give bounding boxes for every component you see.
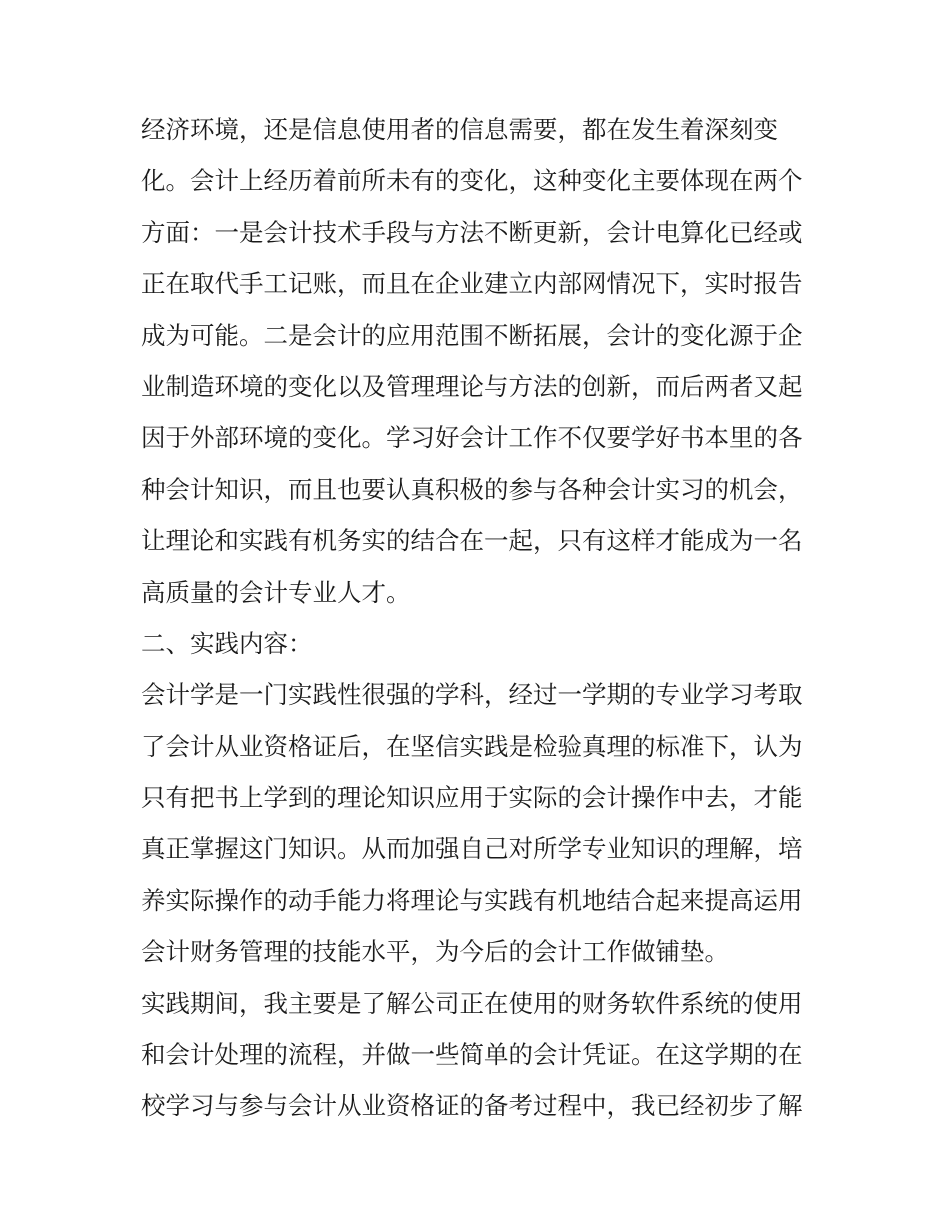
text-line: 让理论和实践有机务实的结合在一起，只有这样才能成为一名 — [141, 526, 803, 556]
text-line: 和会计处理的流程，并做一些简单的会计凭证。在这学期的在 — [141, 1040, 803, 1070]
text-line: 真正掌握这门知识。从而加强自己对所学专业知识的理解，培 — [141, 834, 803, 864]
section-heading: 二、实践内容： — [141, 628, 313, 658]
text-line: 因于外部环境的变化。学习好会计工作不仅要学好书本里的各 — [141, 423, 803, 453]
text-line: 了会计从业资格证后，在坚信实践是检验真理的标准下，认为 — [141, 731, 803, 761]
text-line: 经济环境，还是信息使用者的信息需要，都在发生着深刻变 — [141, 115, 778, 144]
text-line: 方面：一是会计技术手段与方法不断更新，会计电算化已经或 — [141, 217, 803, 247]
text-line: 正在取代手工记账，而且在企业建立内部网情况下，实时报告 — [141, 269, 803, 299]
text-line: 养实际操作的动手能力将理论与实践有机地结合起来提高运用 — [141, 885, 803, 915]
text-line: 高质量的会计专业人才。 — [141, 577, 411, 607]
text-line: 校学习与参与会计从业资格证的备考过程中，我已经初步了解 — [141, 1091, 803, 1121]
text-line: 化。会计上经历着前所未有的变化，这种变化主要体现在两个 — [141, 166, 803, 196]
text-line: 会计学是一门实践性很强的学科，经过一学期的专业学习考取 — [141, 680, 803, 710]
text-line: 实践期间，我主要是了解公司正在使用的财务软件系统的使用 — [141, 988, 803, 1018]
text-line: 成为可能。二是会计的应用范围不断拓展，会计的变化源于企 — [141, 320, 803, 350]
text-line: 种会计知识，而且也要认真积极的参与各种会计实习的机会， — [141, 474, 803, 504]
body-text — [141, 104, 821, 1132]
text-line: 会计财务管理的技能水平，为今后的会计工作做铺垫。 — [141, 937, 729, 967]
text-line: 业制造环境的变化以及管理理论与方法的创新，而后两者又起 — [141, 371, 803, 401]
text-line: 只有把书上学到的理论知识应用于实际的会计操作中去，才能 — [141, 783, 803, 813]
